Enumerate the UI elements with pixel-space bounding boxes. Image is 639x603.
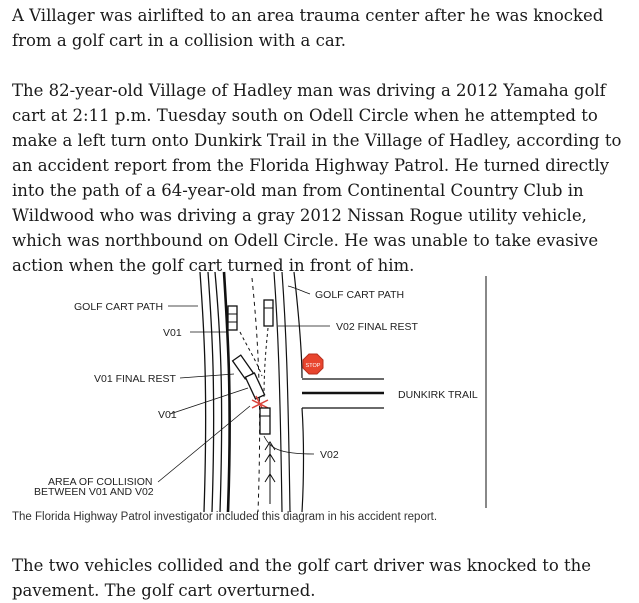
label-v02-final-rest: V02 FINAL REST (336, 321, 418, 333)
article-paragraph: The 82-year-old Village of Hadley man was driving a 2012 Yamaha golf cart at 2:11 p.m. Tuesday south on Odell Circle when he attempted to make a left turn onto Dunkirk Trail in the Village of Hadley, according to an accident report from the Florida Highway Patrol. He turned directly into the path of a 64-year-old man from Continental Country Club in Wildwood who was driving a gray 2012 Nissan Rogue utility vehicle, which was northbound on Odell Circle. He was unable to take evasive action when the golf cart turned in front of him. (12, 81, 622, 275)
accident-diagram (12, 268, 492, 512)
accident-diagram-svg (12, 268, 492, 512)
road-edge-line (215, 272, 222, 512)
label-area-of-collision-2: BETWEEN V01 AND V02 (34, 486, 154, 498)
figure-caption: The Florida Highway Patrol investigator included this diagram in his accident report. (12, 511, 438, 523)
road-edge-line (282, 272, 290, 512)
label-leader-line (170, 388, 248, 414)
label-area-of-collision: AREA OF COLLISION (48, 476, 153, 488)
label-golf-cart-path-right: GOLF CART PATH (315, 289, 405, 301)
stop-sign-text: STOP (305, 363, 321, 369)
road-edge-line (302, 408, 304, 512)
label-v01-mid: V01 (158, 409, 177, 421)
v02-vehicle-icon (260, 408, 270, 434)
article-paragraph: The two vehicles collided and the golf cart driver was knocked to the pavement. The golf cart overturned. (12, 556, 592, 600)
label-v01-top: V01 (163, 327, 182, 339)
v01-mid-icon (245, 373, 264, 399)
label-leader-line (288, 286, 310, 294)
v01-golf-cart-icon (228, 306, 237, 330)
article-paragraph: A Villager was airlifted to an area trauma center after he was knocked from a golf cart in a collision with a car. (12, 6, 604, 50)
label-v02-bottom: V02 (320, 449, 339, 461)
label-golf-cart-path-left: GOLF CART PATH (74, 301, 164, 313)
v02-final-rest-icon (264, 300, 273, 326)
road-edge-line (274, 272, 282, 512)
road-edge-line (208, 272, 214, 512)
road-edge-line (200, 272, 206, 512)
label-v01-final-rest: V01 FINAL REST (94, 373, 176, 385)
label-dunkirk-trail: DUNKIRK TRAIL (398, 389, 478, 401)
v02-trajectory (264, 328, 268, 398)
label-leader-line (180, 374, 234, 378)
